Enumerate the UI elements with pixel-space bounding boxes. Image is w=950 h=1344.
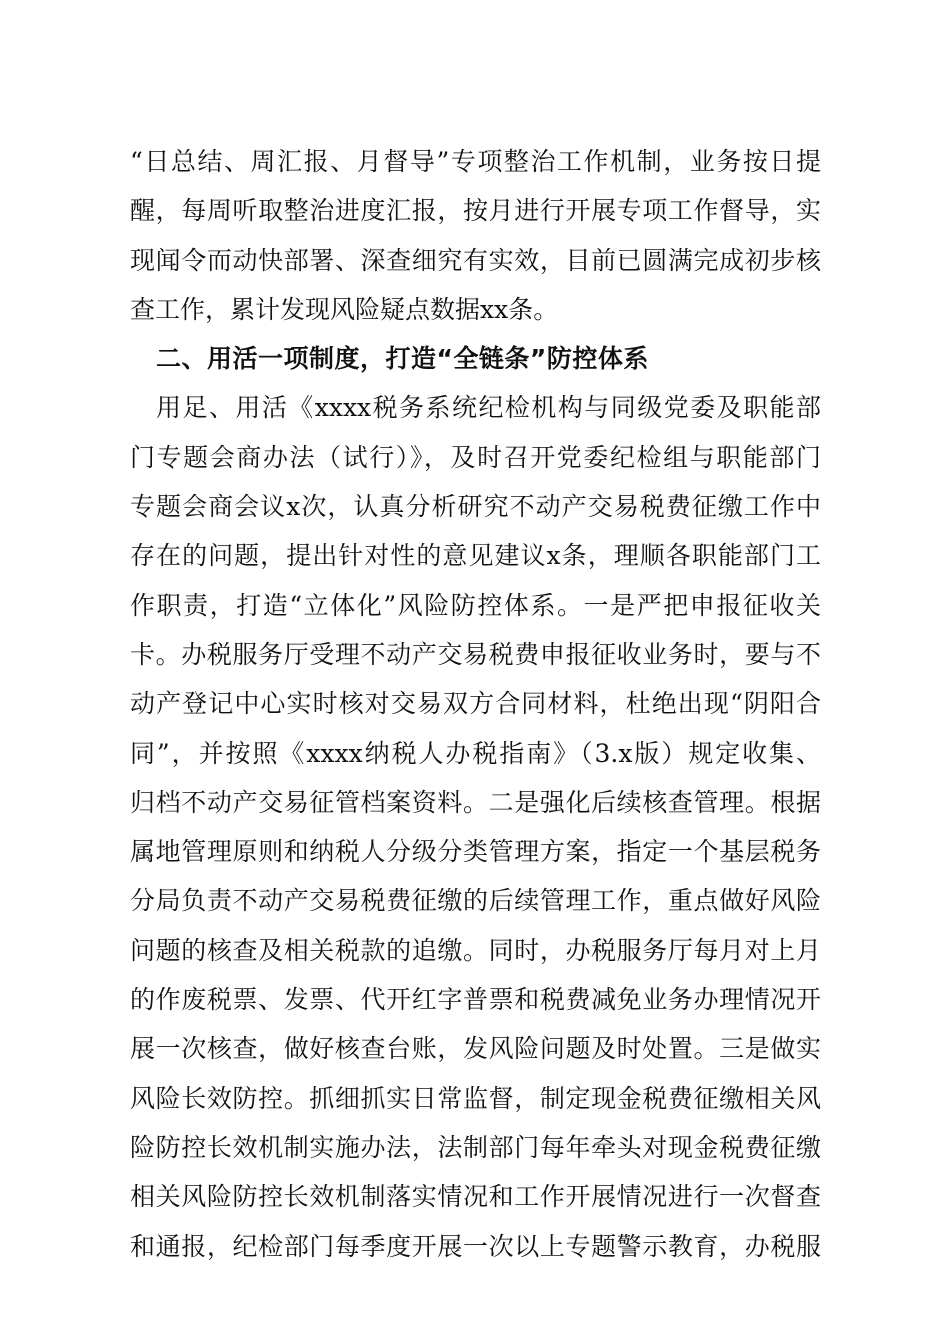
text-line: 问题的核查及相关税款的追缴。同时，办税服务厅每月对上月 [130, 935, 821, 965]
text-line: 分局负责不动产交易税费征缴的后续管理工作，重点做好风险 [130, 886, 821, 916]
text-line: 归档不动产交易征管档案资料。二是强化后续核查管理。根据 [130, 787, 821, 817]
section-heading: 二、用活一项制度，打造“全链条”防控体系 [156, 344, 649, 374]
paragraph-2 [130, 383, 821, 1270]
text-line: 险防控长效机制实施办法，法制部门每年牵头对现金税费征缴 [130, 1132, 821, 1162]
text-line: 查工作，累计发现风险疑点数据xx条。 [130, 294, 559, 324]
text-line: 醒，每周听取整治进度汇报，按月进行开展专项工作督导，实 [130, 196, 821, 226]
text-line: 现闻令而动快部署、深查细究有实效，目前已圆满完成初步核 [130, 245, 821, 275]
text-line: 专题会商会议x次，认真分析研究不动产交易税费征缴工作中 [130, 492, 821, 522]
text-line: 卡。办税服务厅受理不动产交易税费申报征收业务时，要与不 [130, 639, 821, 669]
text-line: 和通报，纪检部门每季度开展一次以上专题警示教育，办税服 [130, 1231, 821, 1261]
paragraph-1 [130, 137, 821, 334]
text-line: “日总结、周汇报、月督导”专项整治工作机制，业务按日提 [130, 147, 821, 176]
text-line: 动产登记中心实时核对交易双方合同材料，杜绝出现“阴阳合 [130, 689, 821, 719]
text-line: 的作废税票、发票、代开红字普票和税费减免业务办理情况开 [130, 985, 821, 1015]
text-line: 风险长效防控。抓细抓实日常监督，制定现金税费征缴相关风 [130, 1083, 821, 1113]
text-line: 门专题会商办法（试行）》，及时召开党委纪检组与职能部门 [130, 442, 821, 472]
text-line: 同”，并按照《xxxx纳税人办税指南》（3.x版）规定收集、 [130, 738, 821, 768]
text-line: 用足、用活《xxxx税务系统纪检机构与同级党委及职能部 [156, 393, 821, 423]
text-line: 存在的问题，提出针对性的意见建议x条，理顺各职能部门工 [130, 541, 821, 571]
text-line: 属地管理原则和纳税人分级分类管理方案，指定一个基层税务 [130, 837, 821, 867]
text-line: 展一次核查，做好核查台账，发风险问题及时处置。三是做实 [130, 1034, 821, 1064]
text-line: 作职责，打造“立体化”风险防控体系。一是严把申报征收关 [130, 590, 821, 620]
text-line: 相关风险防控长效机制落实情况和工作开展情况进行一次督查 [130, 1182, 821, 1212]
document-body [130, 137, 821, 1271]
